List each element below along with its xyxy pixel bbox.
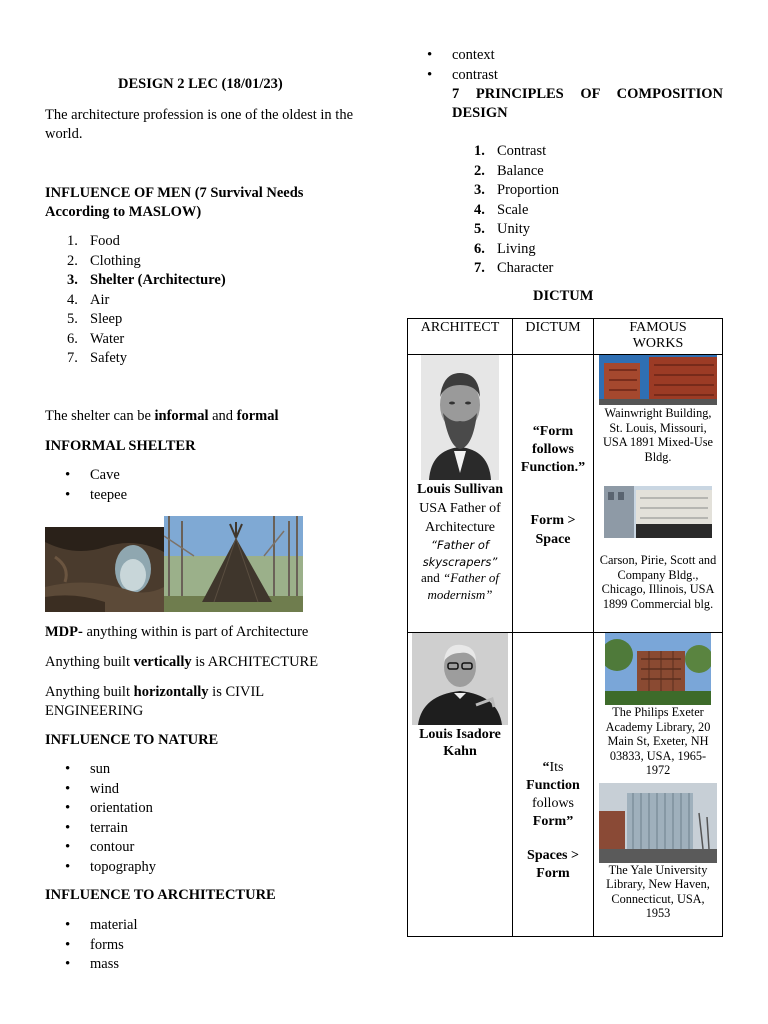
list-item: • teepee xyxy=(45,486,245,506)
dictum-table xyxy=(407,318,723,937)
informal-shelter-heading: INFORMAL SHELTER xyxy=(45,438,196,454)
dictum-heading: DICTUM xyxy=(533,288,594,304)
influence-men-heading: INFLUENCE OF MEN (7 Survival Needs According to MASLOW) xyxy=(45,185,304,220)
table-row xyxy=(408,633,723,937)
work-caption: The Yale University Library, New Haven, Connecticut, USA, 1953 xyxy=(606,862,710,920)
shelter-sentence: The shelter can be informal and formal xyxy=(45,408,279,424)
table-row xyxy=(408,355,723,633)
list-item: 5. Sleep xyxy=(67,311,123,327)
list-item: • topography xyxy=(45,858,245,878)
dictum-rule: Spaces > Form xyxy=(527,848,579,881)
list-item: 6. Water xyxy=(67,330,125,347)
list-item: • material xyxy=(45,916,245,936)
works-cell xyxy=(594,633,723,937)
principles-list xyxy=(452,142,652,279)
list-item: • orientation xyxy=(45,799,245,819)
dictum-cell xyxy=(513,355,594,633)
list-item: 3. Proportion xyxy=(474,182,560,198)
page-title: DESIGN 2 LEC (18/01/23) xyxy=(118,76,283,92)
architect-description: USA Father of Architecture xyxy=(419,501,501,535)
work-caption: The Philips Exeter Academy Library, 20 Main St, Exeter, NH 03833, USA, 1965-1972 xyxy=(605,705,711,777)
architect-nickname-2: and “Father of modernism” xyxy=(420,570,499,602)
vertical-sentence: Anything built vertically is ARCHITECTURE xyxy=(45,654,319,670)
wainwright-building-image xyxy=(599,355,717,405)
informal-list xyxy=(45,466,245,505)
dictum-cell xyxy=(513,633,594,937)
list-item: • wind xyxy=(45,780,245,800)
mdp-sentence: MDP- anything within is part of Architecture xyxy=(45,624,309,640)
principles-heading: 7 PRINCIPLES OF COMPOSITION DESIGN xyxy=(452,86,723,121)
influence-architecture-heading: INFLUENCE TO ARCHITECTURE xyxy=(45,887,276,903)
cave-image xyxy=(45,527,164,612)
list-item: 2. Balance xyxy=(474,162,544,179)
list-item: 1. Contrast xyxy=(474,143,547,159)
list-item: • sun xyxy=(45,760,245,780)
list-item: 5. Unity xyxy=(474,221,531,237)
nature-list xyxy=(45,760,245,877)
work-caption: Carson, Pirie, Scott and Company Bldg., Chicago, Illinois, USA 1899 Commercial blg. xyxy=(599,553,717,611)
list-item: • mass xyxy=(45,955,245,975)
list-item: • Cave xyxy=(45,466,245,486)
column-header: DICTUM xyxy=(513,319,594,355)
dictum-quote: “Form follows Function.” xyxy=(520,424,586,475)
list-item: 7. Character xyxy=(474,260,554,276)
architect-name: Louis Isadore Kahn xyxy=(419,727,501,759)
intro-paragraph: The architecture profession is one of the oldest in the world. xyxy=(45,107,354,142)
column-header: FAMOUS WORKS xyxy=(594,319,723,355)
list-item: 1. Food xyxy=(67,233,120,249)
list-item: 6. Living xyxy=(474,240,536,257)
exeter-library-image xyxy=(605,633,711,705)
list-item: 4. Air xyxy=(67,291,110,308)
kahn-portrait xyxy=(412,633,508,725)
dictum-quote: “Its Function follows Form” xyxy=(526,760,580,829)
architecture-list xyxy=(45,916,245,975)
horizontal-sentence: Anything built horizontally is CIVIL ENGINEERING xyxy=(45,684,264,719)
carson-pirie-scott-image xyxy=(604,486,712,538)
needs-list xyxy=(45,232,305,369)
architect-nickname: “Father of skyscrapers” xyxy=(422,538,498,569)
architect-cell xyxy=(408,633,513,937)
yale-library-image xyxy=(599,783,717,863)
table-header-row xyxy=(408,319,723,355)
teepee-image xyxy=(164,516,303,612)
list-item: • context xyxy=(407,46,607,66)
column-header: ARCHITECT xyxy=(408,319,513,355)
sullivan-portrait xyxy=(421,355,499,480)
architect-cell xyxy=(408,355,513,633)
list-item: 2. Clothing xyxy=(67,252,141,269)
influence-nature-heading: INFLUENCE TO NATURE xyxy=(45,732,219,748)
list-item: • terrain xyxy=(45,819,245,839)
work-caption: Wainwright Building, St. Louis, Missouri, USA 1891 Mixed-Use Bldg. xyxy=(603,406,713,464)
dictum-rule: Form > Space xyxy=(530,513,576,547)
architect-name: Louis Sullivan xyxy=(417,482,503,497)
works-cell xyxy=(594,355,723,633)
list-item: • contrast xyxy=(407,66,607,86)
list-item: 7. Safety xyxy=(67,350,128,366)
list-item: 3. Shelter (Architecture) xyxy=(67,272,226,288)
list-item: • contour xyxy=(45,838,245,858)
list-item: • forms xyxy=(45,936,245,956)
context-list xyxy=(407,46,607,85)
list-item: 4. Scale xyxy=(474,201,529,218)
